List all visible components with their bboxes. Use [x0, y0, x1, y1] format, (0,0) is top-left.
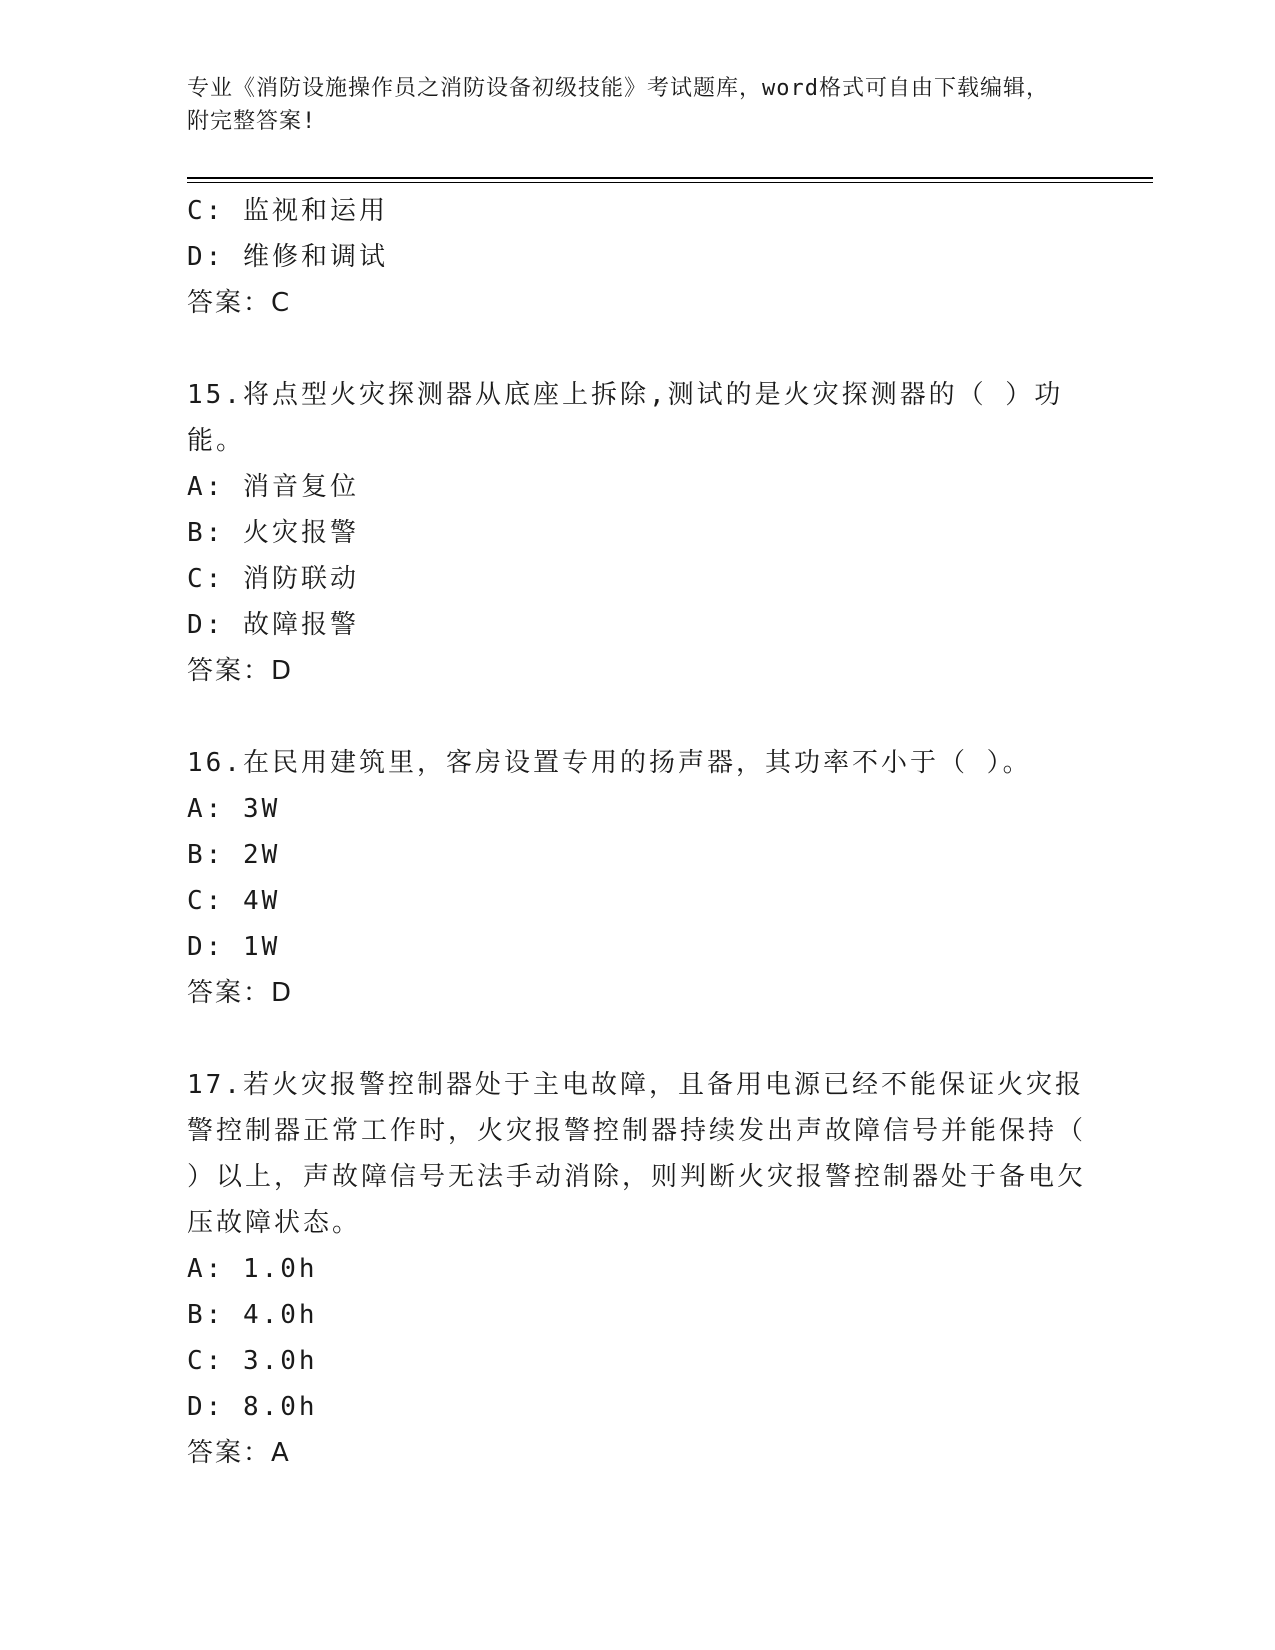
answer-line: 答案：C	[187, 288, 292, 318]
question-17	[187, 1062, 1087, 1476]
question-16	[187, 740, 1087, 1016]
spacer	[187, 326, 1087, 372]
option-a: A: 1.0h	[187, 1254, 318, 1284]
option-b: B: 火灾报警	[187, 518, 359, 548]
document-header: 专业《消防设施操作员之消防设备初级技能》考试题库，word格式可自由下载编辑，附完整答案!	[187, 76, 1049, 134]
option-d: D: 8.0h	[187, 1392, 318, 1422]
question-14-tail	[187, 188, 1087, 326]
answer-line: 答案：D	[187, 978, 294, 1008]
option-c: C: 3.0h	[187, 1346, 318, 1376]
question-list	[187, 188, 1087, 1476]
option-c: C: 4W	[187, 886, 281, 916]
option-b: B: 4.0h	[187, 1300, 318, 1330]
option-d: D: 1W	[187, 932, 281, 962]
spacer	[187, 1016, 1087, 1062]
option-b: B: 2W	[187, 840, 281, 870]
option-a: A: 3W	[187, 794, 281, 824]
question-text: 17.若火灾报警控制器处于主电故障，且备用电源已经不能保证火灾报警控制器正常工作时，火灾报警控制器持续发出声故障信号并能保持（ ）以上，声故障信号无法手动消除，则判断火灾报警控制器处于备电欠压故障状态。	[187, 1070, 1087, 1238]
option-d: D: 故障报警	[187, 610, 359, 640]
question-15	[187, 372, 1087, 694]
option-d: D: 维修和调试	[187, 242, 388, 272]
question-text: 15.将点型火灾探测器从底座上拆除,测试的是火灾探测器的（ ）功能。	[187, 380, 1064, 456]
header-divider-top	[187, 177, 1153, 179]
option-a: A: 消音复位	[187, 472, 359, 502]
option-c: C: 消防联动	[187, 564, 359, 594]
answer-line: 答案：A	[187, 1438, 291, 1468]
answer-line: 答案：D	[187, 656, 294, 686]
question-text: 16.在民用建筑里，客房设置专用的扬声器，其功率不小于（ ）。	[187, 748, 1032, 778]
option-c: C: 监视和运用	[187, 196, 388, 226]
header-divider-bottom	[187, 182, 1153, 183]
spacer	[187, 694, 1087, 740]
